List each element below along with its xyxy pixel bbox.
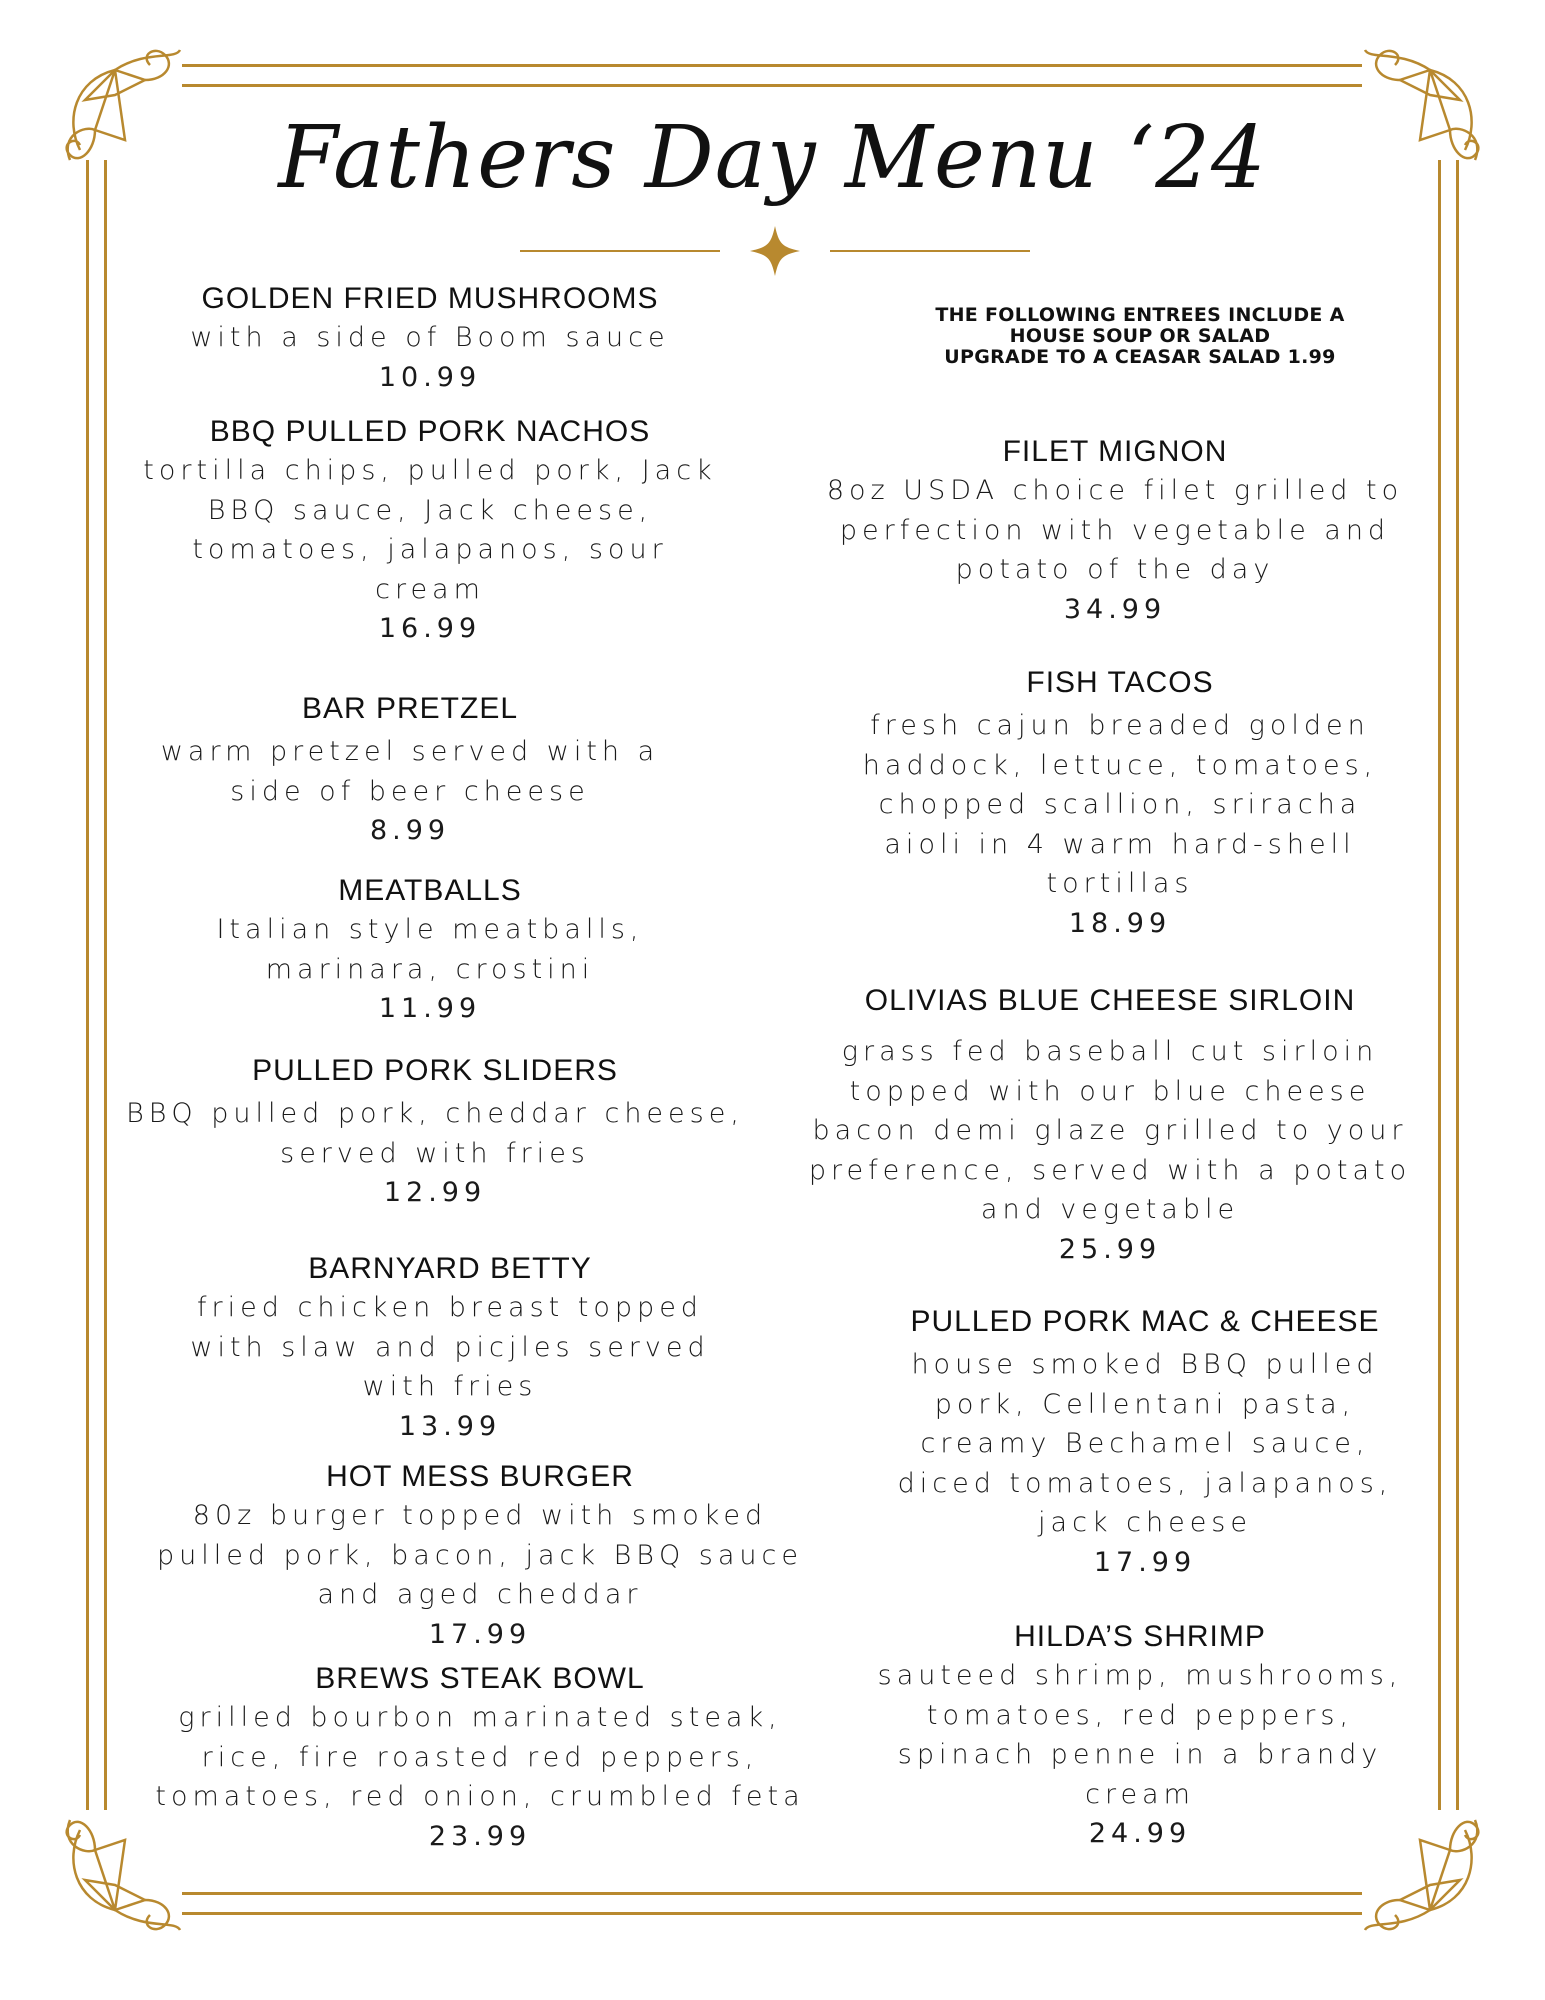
item-price: 8.99 — [369, 815, 451, 846]
item-description: house smoked BBQ pulled pork, Cellentani pasta, creamy Bechamel sauce, diced tomatoes, jalapanos, jack cheese — [897, 1349, 1393, 1538]
menu-item-bbq-pulled-pork-nachos — [140, 413, 720, 649]
item-price: 10.99 — [378, 361, 482, 393]
menu-item-meatballs — [160, 872, 700, 1029]
menu-item-olivias-blue-cheese-sirloin — [805, 982, 1415, 1269]
item-price: 12.99 — [383, 1177, 487, 1208]
star-divider-icon — [520, 226, 1030, 286]
frame-bottom-outer — [182, 1912, 1362, 1915]
frame-top-inner — [182, 84, 1362, 87]
item-price: 11.99 — [378, 993, 482, 1024]
item-description: grass fed baseball cut sirloin topped with our blue cheese bacon demi glaze grilled to your preference, served with a potato and vegetable — [808, 1036, 1412, 1225]
item-description: warm pretzel served with a side of beer cheese — [160, 736, 660, 807]
frame-bottom-inner — [182, 1892, 1362, 1895]
item-price: 13.99 — [398, 1410, 502, 1442]
item-price: 18.99 — [1068, 907, 1172, 939]
item-description: with a side of Boom sauce — [190, 322, 670, 353]
menu-item-barnyard-betty — [170, 1250, 730, 1446]
menu-item-fish-tacos — [840, 664, 1400, 943]
item-name: PULLED PORK MAC & CHEESE — [910, 1305, 1380, 1338]
item-description: grilled bourbon marinated steak, rice, fire roasted red peppers, tomatoes, red onion, crumbled feta — [155, 1702, 805, 1812]
item-price: 34.99 — [1063, 593, 1167, 625]
entree-note — [880, 305, 1400, 368]
item-name: GOLDEN FRIED MUSHROOMS — [201, 282, 659, 315]
menu-item-golden-fried-mushrooms — [150, 280, 710, 397]
menu-item-pulled-pork-sliders — [95, 1052, 775, 1213]
item-name: PULLED PORK SLIDERS — [252, 1054, 618, 1087]
item-description: fried chicken breast topped with slaw and picjles served with fries — [190, 1292, 710, 1402]
item-description: 80z burger topped with smoked pulled pork, bacon, jack BBQ sauce and aged cheddar — [157, 1500, 803, 1610]
item-name: OLIVIAS BLUE CHEESE SIRLOIN — [864, 984, 1356, 1017]
item-name: HILDA’S SHRIMP — [1014, 1620, 1266, 1653]
item-price: 17.99 — [1093, 1546, 1197, 1578]
frame-right-outer — [1456, 160, 1459, 1810]
item-price: 17.99 — [428, 1618, 532, 1650]
item-price: 24.99 — [1088, 1818, 1192, 1849]
item-description: 8oz USDA choice filet grilled to perfection with vegetable and potato of the day — [826, 475, 1404, 585]
entree-note-line: THE FOLLOWING ENTREES INCLUDE A — [935, 304, 1345, 326]
menu-item-hildas-shrimp — [870, 1618, 1410, 1854]
frame-right-inner — [1438, 160, 1441, 1810]
item-name: BARNYARD BETTY — [308, 1252, 592, 1285]
menu-item-bar-pretzel — [140, 690, 680, 851]
entree-note-line: UPGRADE TO A CEASAR SALAD 1.99 — [944, 346, 1336, 368]
item-price: 25.99 — [1058, 1233, 1162, 1265]
item-description: Italian style meatballs, marinara, crostini — [216, 914, 644, 985]
page-title: Fathers Day Menu ‘24 — [278, 108, 1267, 208]
item-name: MEATBALLS — [338, 874, 522, 907]
item-description: sauteed shrimp, mushrooms, tomatoes, red peppers, spinach penne in a brandy cream — [877, 1660, 1403, 1810]
item-price: 23.99 — [428, 1820, 532, 1852]
frame-top-outer — [182, 64, 1362, 67]
item-description: BBQ pulled pork, cheddar cheese, served with fries — [126, 1098, 744, 1169]
item-name: HOT MESS BURGER — [326, 1460, 634, 1493]
menu-item-hot-mess-burger — [130, 1458, 830, 1654]
item-description: fresh cajun breaded golden haddock, lettuce, tomatoes, chopped scallion, sriracha aioli in 4 warm hard-shell tortillas — [862, 710, 1378, 899]
item-name: FISH TACOS — [1026, 666, 1214, 699]
item-name: BAR PRETZEL — [301, 692, 519, 725]
item-price: 16.99 — [378, 613, 482, 644]
frame-left-outer — [86, 160, 89, 1810]
item-description: tortilla chips, pulled pork, Jack BBQ sauce, Jack cheese, tomatoes, jalapanos, sour cream — [143, 455, 717, 605]
menu-item-filet-mignon — [820, 433, 1410, 629]
frame-left-inner — [104, 160, 107, 1810]
item-name: FILET MIGNON — [1002, 435, 1228, 468]
menu-item-brews-steak-bowl — [130, 1660, 830, 1856]
entree-note-line: HOUSE SOUP OR SALAD — [1009, 325, 1271, 347]
menu-item-pulled-pork-mac-cheese — [870, 1303, 1420, 1582]
item-name: BBQ PULLED PORK NACHOS — [209, 415, 651, 448]
item-name: BREWS STEAK BOWL — [315, 1662, 645, 1695]
